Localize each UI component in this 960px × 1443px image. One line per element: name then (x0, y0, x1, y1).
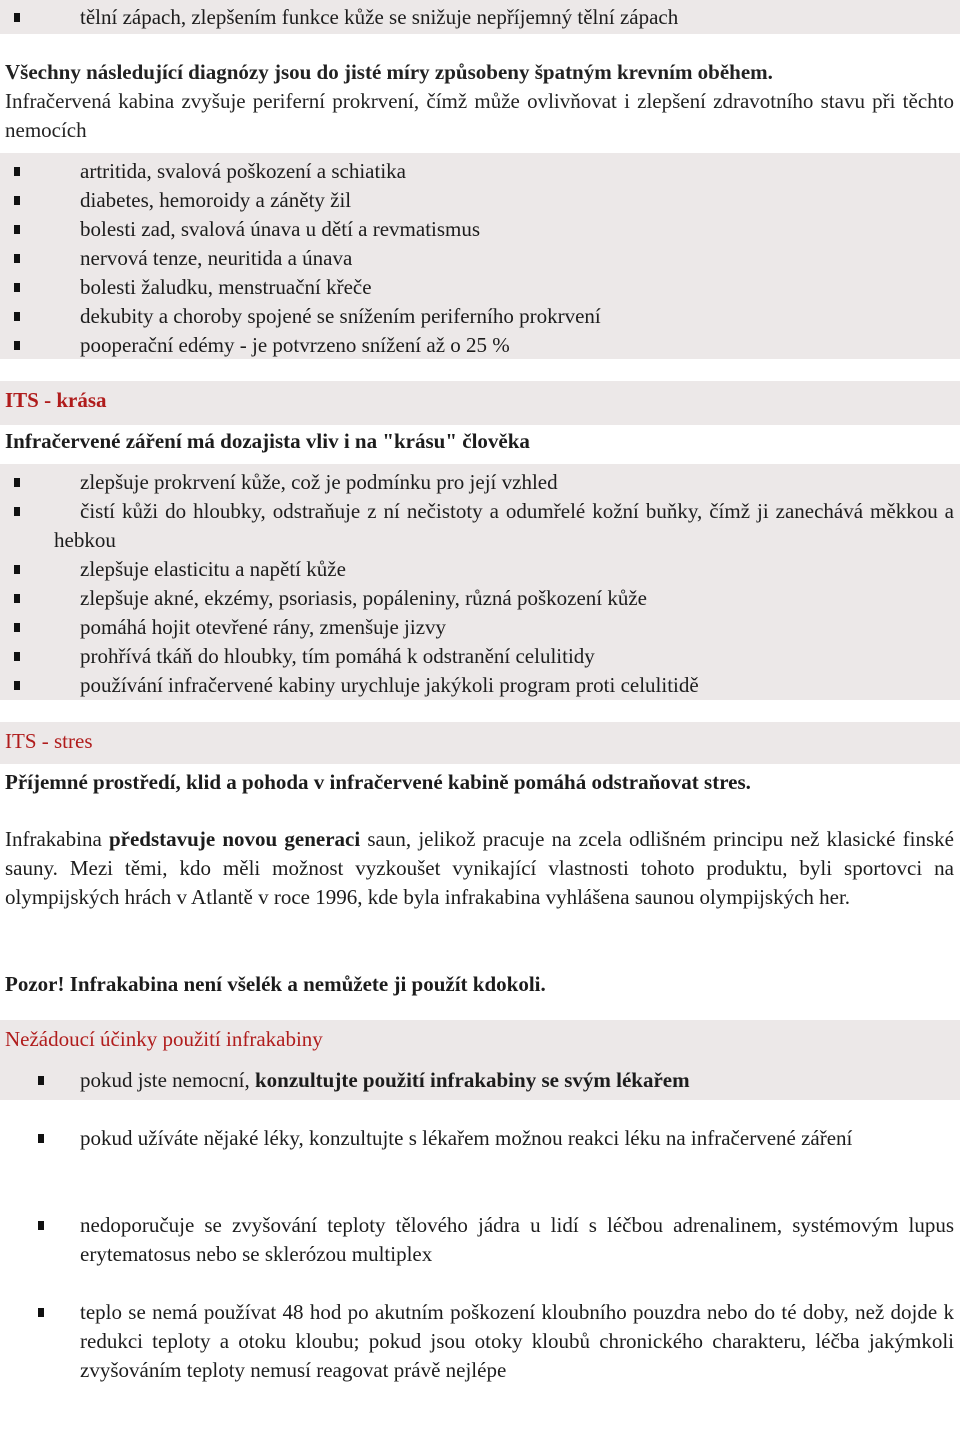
bullet-icon (38, 1134, 44, 1143)
list-item: dekubity a choroby spojené se snížením periferního prokrvení (0, 302, 960, 331)
list-item: zlepšuje elasticitu a napětí kůže (0, 555, 960, 584)
stress-subheading: Příjemné prostředí, klid a pohoda v infračervené kabině pomáhá odstraňovat stres. (5, 770, 751, 794)
list-item: teplo se nemá používat 48 hod po akutním poškození kloubního pouzdra nebo do té doby, než dojde k redukci teploty a otoku kloubu; pokud jsou otoky kloubů chronického charakteru, léčba jakýmkoli zvyšováním teploty nemusí reagovat právě nejlépe (0, 1298, 960, 1385)
beauty-list (0, 468, 960, 700)
bullet-icon (14, 312, 20, 321)
bullet-icon (38, 1308, 44, 1317)
bullet-icon (14, 623, 20, 632)
bullet-icon (14, 283, 20, 292)
side-effects-list-4 (0, 1298, 960, 1385)
bullet-icon (14, 225, 20, 234)
list-item: diabetes, hemoroidy a záněty žil (0, 186, 960, 215)
bullet-icon (14, 254, 20, 263)
list-item: čistí kůži do hloubky, odstraňuje z ní nečistoty a odumřelé kožní buňky, čímž ji zanechává měkkou a hebkou (0, 497, 960, 555)
bullet-icon (14, 478, 20, 487)
diagnoses-intro-rest: Infračervená kabina zvyšuje periferní prokrvení, čímž může ovlivňovat i zlepšení zdravotního stavu při těchto nemocích (5, 89, 954, 142)
side-effects-list-3 (0, 1211, 960, 1269)
list-item: zlepšuje prokrvení kůže, což je podmínku pro její vzhled (0, 468, 960, 497)
list-item: pomáhá hojit otevřené rány, zmenšuje jizvy (0, 613, 960, 642)
bullet-icon (14, 652, 20, 661)
bullet-icon (14, 565, 20, 574)
list-item: nervová tenze, neuritida a únava (0, 244, 960, 273)
beauty-heading: ITS - krása (5, 388, 107, 412)
top-item-block (0, 3, 960, 32)
bullet-icon (14, 13, 20, 22)
list-item: tělní zápach, zlepšením funkce kůže se snižuje nepříjemný tělní zápach (0, 3, 960, 32)
bullet-icon (14, 341, 20, 350)
warning-text: Pozor! Infrakabina není všelék a nemůžete ji použít kdokoli. (5, 972, 546, 996)
bullet-icon (14, 167, 20, 176)
bullet-icon (38, 1076, 44, 1085)
beauty-subheading: Infračervené záření má dozajista vliv i na "krásu" člověka (5, 429, 530, 453)
diagnoses-intro: Všechny následující diagnózy jsou do jisté míry způsobeny špatným krevním oběhem. (5, 60, 773, 84)
side-effects-heading: Nežádoucí účinky použití infrakabiny (5, 1027, 323, 1051)
list-item: nedoporučuje se zvyšování teploty tělového jádra u lidí s léčbou adrenalinem, systémovým lupus erytematosus nebo se sklerózou multiplex (0, 1211, 960, 1269)
list-item: pokud jste nemocní, konzultujte použití infrakabiny se svým lékařem (0, 1066, 960, 1095)
product-paragraph: Infrakabina představuje novou generaci saun, jelikož pracuje na zcela odlišném principu než klasické finské sauny. Mezi těmi, kdo měli možnost vyzkoušet vynikající vlastnosti tohoto produktu, byli sportovci na olympijských hrách v Atlantě v roce 1996, kde byla infrakabina vyhlášena saunou olympijských her. (5, 827, 954, 909)
bullet-icon (14, 196, 20, 205)
list-item: zlepšuje akné, ekzémy, psoriasis, popáleniny, různá poškození kůže (0, 584, 960, 613)
list-item: pooperační edémy - je potvrzeno snížení až o 25 % (0, 331, 960, 360)
bullet-icon (14, 507, 20, 516)
bullet-icon (14, 594, 20, 603)
list-item: používání infračervené kabiny urychluje jakýkoli program proti celulitidě (0, 671, 960, 700)
side-effects-list-2 (0, 1124, 960, 1153)
stress-heading: ITS - stres (5, 729, 93, 753)
list-item: bolesti žaludku, menstruační křeče (0, 273, 960, 302)
side-effects-list-1 (0, 1066, 960, 1095)
bullet-icon (38, 1221, 44, 1230)
list-item: artritida, svalová poškození a schiatika (0, 157, 960, 186)
bullet-icon (14, 681, 20, 690)
list-item: pokud užíváte nějaké léky, konzultujte s lékařem možnou reakci léku na infračervené záření (0, 1124, 960, 1153)
list-item: prohřívá tkáň do hloubky, tím pomáhá k odstranění celulitidy (0, 642, 960, 671)
diagnoses-list (0, 157, 960, 360)
list-item: bolesti zad, svalová únava u dětí a revmatismus (0, 215, 960, 244)
